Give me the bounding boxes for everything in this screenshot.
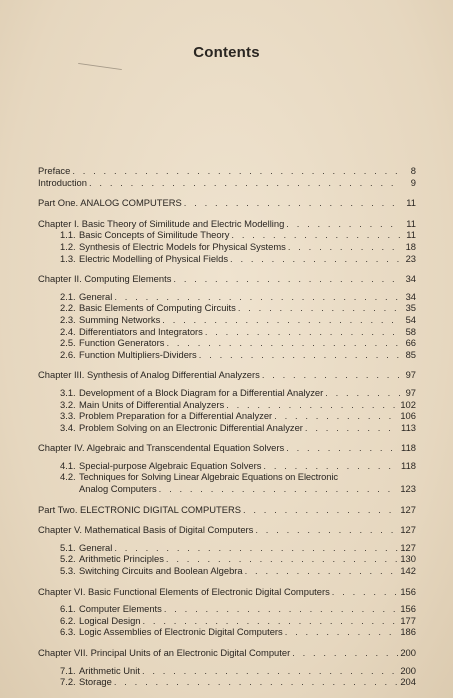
page-number: 127 [400,541,416,553]
toc-subentry [38,542,416,554]
toc-subentry [38,326,416,338]
dot-leader [288,241,400,253]
entry-title: Computer Elements [79,603,162,615]
spacer [38,433,416,442]
dot-leader [166,553,398,565]
page-number: 97 [405,369,416,381]
section-number: 2.6. [60,348,76,360]
toc-entry [38,177,416,189]
toc-subentry [38,314,416,326]
toc-subentry [38,665,416,677]
table-of-contents [38,165,416,688]
toc-subentry [38,253,416,265]
entry-title: Chapter III. Synthesis of Analog Differential Analyzers [38,369,260,381]
dot-leader [305,422,399,434]
section-number: 2.3. [60,313,76,325]
page-number: 118 [401,442,416,454]
entry-title: Preface [38,165,71,176]
section-number: 1.3. [60,252,76,264]
spacer [38,638,416,647]
page-number: 58 [405,325,416,337]
toc-entry [38,524,416,536]
section-number: 7.1. [60,664,76,676]
page-number: 35 [405,302,416,314]
toc-subentry [38,615,416,627]
entry-title: Differentiators and Integrators [79,325,203,337]
toc-subentry [38,229,416,241]
section-number: 3.3. [60,410,76,422]
page-number: 200 [400,664,416,676]
page-number: 102 [400,398,416,410]
page-number: 8 [410,165,416,176]
spacer [38,515,416,524]
section-number: 4.1. [60,459,76,471]
spacer [38,360,416,369]
page-number: 177 [400,614,416,626]
entry-title: Basic Concepts of Similitude Theory [79,229,230,241]
page-number: 204 [400,676,416,688]
dot-leader [231,229,400,241]
entry-title: Summing Networks [79,313,161,325]
spacer [38,495,416,504]
dot-leader [285,626,399,638]
toc-entry [38,218,416,230]
entry-title: Chapter I. Basic Theory of Similitude and Electric Modelling [38,217,285,229]
page-number: 97 [405,386,416,398]
toc-subentry [38,302,416,314]
dot-leader [114,542,398,554]
dot-leader [325,387,400,399]
page-number: 142 [400,565,416,577]
page-number: 113 [401,421,416,433]
toc-subentry [38,460,416,472]
page-number: 23 [405,252,416,264]
section-number: 5.3. [60,565,76,577]
toc-subentry-continuation [38,483,416,495]
toc-subentry [38,626,416,638]
page-number: 127 [400,503,416,515]
dot-leader [114,676,399,688]
toc-subentry [38,553,416,565]
toc-entry [38,273,416,285]
toc-subentry [38,565,416,577]
entry-title: Switching Circuits and Boolean Algebra [79,565,243,577]
entry-title: Chapter IV. Algebraic and Transcendental Equation Solvers [38,442,285,454]
toc-entry [38,165,416,177]
toc-subentry [38,422,416,434]
spacer [38,209,416,218]
toc-subentry [38,410,416,422]
dot-leader [184,197,400,209]
dot-leader [159,483,399,495]
entry-title: Problem Solving on an Electronic Differential Analyzer [79,421,303,433]
section-number: 1.1. [60,229,76,241]
section-number: 2.5. [60,337,76,349]
toc-entry [38,442,416,454]
dot-leader [166,337,400,349]
page-number: 54 [405,313,416,325]
entry-title: Analog Computers [79,483,157,495]
entry-title: Main Units of Differential Analyzers [79,398,225,410]
page-number: 127 [400,524,416,536]
page-number: 186 [400,626,416,638]
dot-leader [226,399,398,411]
page-number: 11 [406,197,416,209]
toc-subentry [38,291,416,303]
page-title: Contents [193,44,260,61]
toc-subentry [38,603,416,615]
entry-title: General [79,541,113,553]
entry-title: Chapter II. Computing Elements [38,273,172,285]
pencil-mark [78,63,122,70]
dot-leader [255,524,398,536]
page-number: 34 [405,273,416,285]
dot-leader [205,326,400,338]
spacer [38,577,416,586]
section-number: 2.1. [60,290,76,302]
toc-entry [38,369,416,381]
entry-title: Chapter VI. Basic Functional Elements of Electronic Digital Computers [38,585,330,597]
page-number: 156 [400,585,416,597]
dot-leader [286,218,400,230]
section-number: 3.4. [60,421,76,433]
dot-leader [332,586,399,598]
toc-subentry [38,471,416,483]
dot-leader [230,253,400,265]
dot-leader [243,504,398,516]
dot-leader [72,165,400,177]
toc-subentry [38,349,416,361]
section-number: 2.4. [60,325,76,337]
toc-subentry [38,241,416,253]
section-number: 6.2. [60,614,76,626]
entry-title: Arithmetic Unit [79,664,140,676]
entry-title: Techniques for Solving Linear Algebraic Equations on Electronic [79,471,338,483]
entry-title: Special-purpose Algebraic Equation Solvers [79,459,262,471]
dot-leader [245,565,399,577]
dot-leader [89,177,400,189]
page-number: 156 [400,603,416,615]
entry-title: Function Generators [79,337,165,349]
entry-title: Arithmetic Principles [79,553,164,565]
page-number: 130 [400,553,416,565]
dot-leader [173,273,400,285]
section-number: 6.1. [60,603,76,615]
entry-title: Function Multipliers-Dividers [79,348,197,360]
entry-title: Introduction [38,176,87,188]
entry-title: Development of a Block Diagram for a Differential Analyzer [79,386,324,398]
entry-title: Problem Preparation for a Differential Analyzer [79,410,273,422]
page-number: 85 [405,348,416,360]
page-number: 106 [400,410,416,422]
toc-subentry [38,676,416,688]
entry-title: Storage [79,676,112,688]
dot-leader [114,291,400,303]
toc-entry [38,647,416,659]
dot-leader [262,369,400,381]
section-number: 3.2. [60,398,76,410]
entry-title: Chapter V. Mathematical Basis of Digital Computers [38,524,254,536]
spacer [38,188,416,197]
entry-title: Part Two. ELECTRONIC DIGITAL COMPUTERS [38,503,241,515]
entry-title: Logic Assemblies of Electronic Digital Computers [79,626,283,638]
entry-title: Part One. ANALOG COMPUTERS [38,197,182,209]
entry-title: Electric Modelling of Physical Fields [79,252,229,264]
page-number: 11 [406,229,416,241]
section-number: 5.2. [60,553,76,565]
entry-title: Basic Elements of Computing Circuits [79,302,236,314]
section-number: 2.2. [60,302,76,314]
section-number: 4.2. [60,471,76,483]
page-number: 18 [405,240,416,252]
dot-leader [286,442,399,454]
entry-title: General [79,290,113,302]
section-number: 7.2. [60,676,76,688]
dot-leader [199,349,400,361]
spacer [38,264,416,273]
dot-leader [274,410,398,422]
page-number: 11 [406,217,416,229]
dot-leader [263,460,399,472]
dot-leader [292,647,398,659]
entry-title: Logical Design [79,614,141,626]
section-number: 5.1. [60,541,76,553]
section-number: 6.3. [60,626,76,638]
toc-entry [38,197,416,209]
page-number: 9 [410,176,416,188]
section-number: 3.1. [60,386,76,398]
toc-subentry [38,399,416,411]
page-number: 200 [400,647,416,658]
page-number: 118 [401,459,416,471]
dot-leader [142,665,398,677]
toc-subentry [38,387,416,399]
section-number: 1.2. [60,240,76,252]
page-number: 66 [405,337,416,349]
page-number: 34 [405,290,416,302]
dot-leader [238,302,400,314]
entry-title: Synthesis of Electric Models for Physical Systems [79,240,286,252]
toc-entry [38,504,416,516]
entry-title: Chapter VII. Principal Units of an Electronic Digital Computer [38,647,291,658]
toc-entry [38,586,416,598]
dot-leader [164,603,398,615]
toc-subentry [38,337,416,349]
dot-leader [162,314,400,326]
dot-leader [143,615,399,627]
page-number: 123 [400,483,416,495]
